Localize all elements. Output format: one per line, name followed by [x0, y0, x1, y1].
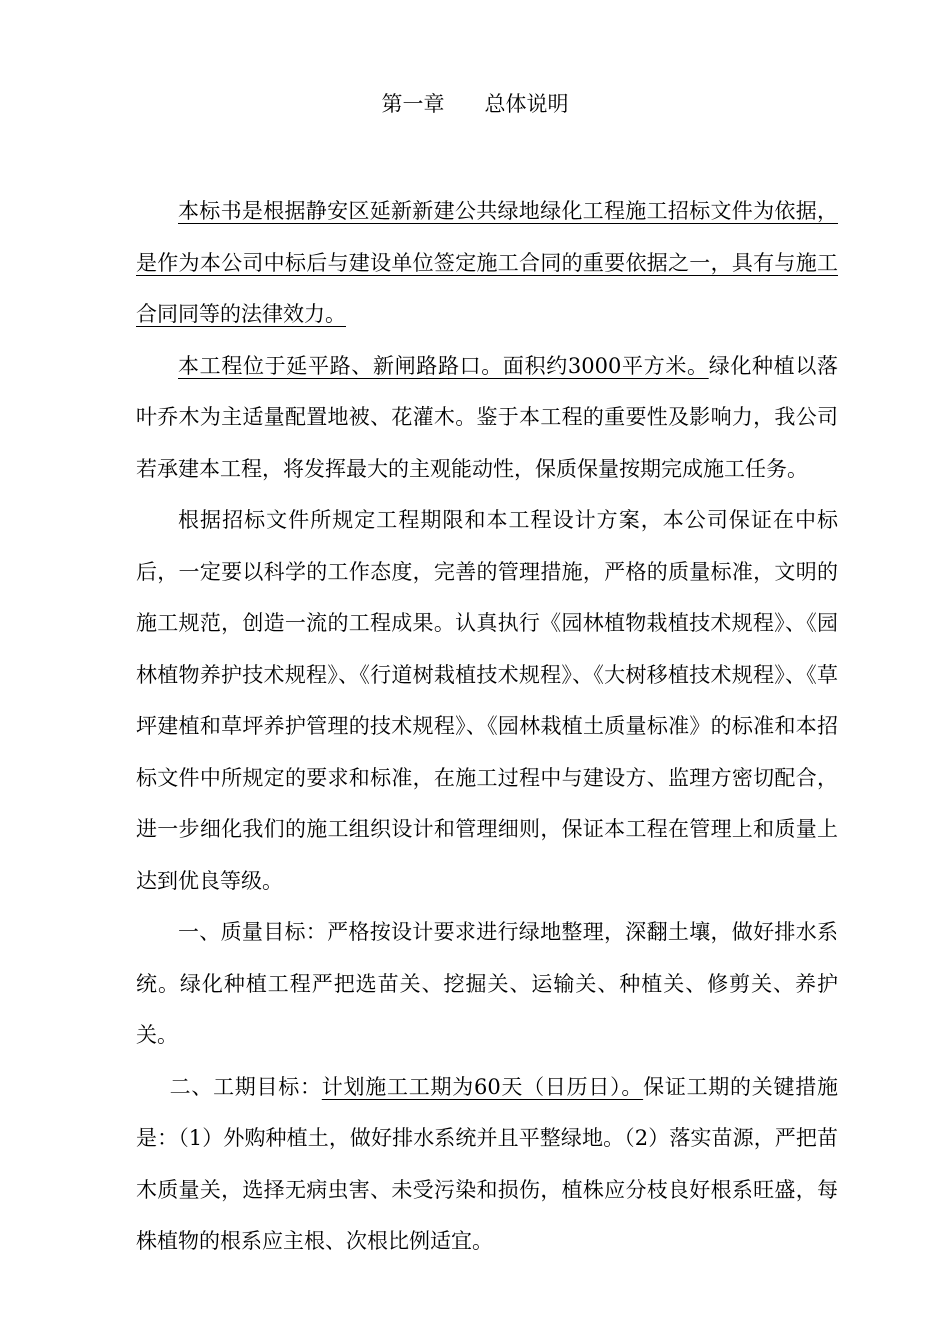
- underlined-text: 计划施工工期为60天（日历日）。: [321, 1074, 644, 1099]
- document-body: [136, 186, 838, 1268]
- paragraph-schedule-target: [136, 1062, 838, 1268]
- paragraph-text: 保证工期的关键措施是：（1）外购种植土，做好排水系统并且平整绿地。（2）落实苗源，严把苗木质量关，选择无病虫害、未受污染和损伤，植株应分枝良好根系旺盛，每株植物的根系应主根、次根比例适宜。: [136, 1074, 839, 1253]
- paragraph-text: 绿化种植以落叶乔木为主适量配置地被、花灌木。鉴于本工程的重要性及影响力，我公司若承建本工程，将发挥最大的主观能动性，保质保量按期完成施工任务。: [136, 353, 838, 481]
- paragraph-prefix: 二、工期目标：: [169, 1074, 322, 1099]
- underlined-text: 本工程位于延平路、新闸路路口。面积约3000平方米。: [178, 353, 709, 378]
- paragraph-quality-target: 一、质量目标：严格按设计要求进行绿地整理，深翻土壤，做好排水系统。绿化种植工程严把选苗关、挖掘关、运输关、种植关、修剪关、养护关。: [136, 920, 838, 1047]
- paragraph-project-location: [136, 341, 838, 496]
- chapter-title: 第一章 总体说明: [381, 92, 569, 116]
- paragraph-tender-basis: [136, 186, 838, 341]
- paragraph-commitment: 根据招标文件所规定工程期限和本工程设计方案，本公司保证在中标后，一定要以科学的工作态度，完善的管理措施，严格的质量标准，文明的施工规范，创造一流的工程成果。认真执行《园林植物栽植技术规程》、《园林植物养护技术规程》、《行道树栽植技术规程》、《大树移植技术规程》、《草坪建植和草坪养护管理的技术规程》、《园林栽植土质量标准》的标准和本招标文件中所规定的要求和标准，在施工过程中与建设方、监理方密切配合，进一步细化我们的施工组织设计和管理细则，保证本工程在管理上和质量上达到优良等级。: [136, 508, 838, 893]
- underlined-text: 本标书是根据静安区延新新建公共绿地绿化工程施工招标文件为依据，是作为本公司中标后与建设单位签定施工合同的重要依据之一，具有与施工合同同等的法律效力。: [136, 199, 838, 326]
